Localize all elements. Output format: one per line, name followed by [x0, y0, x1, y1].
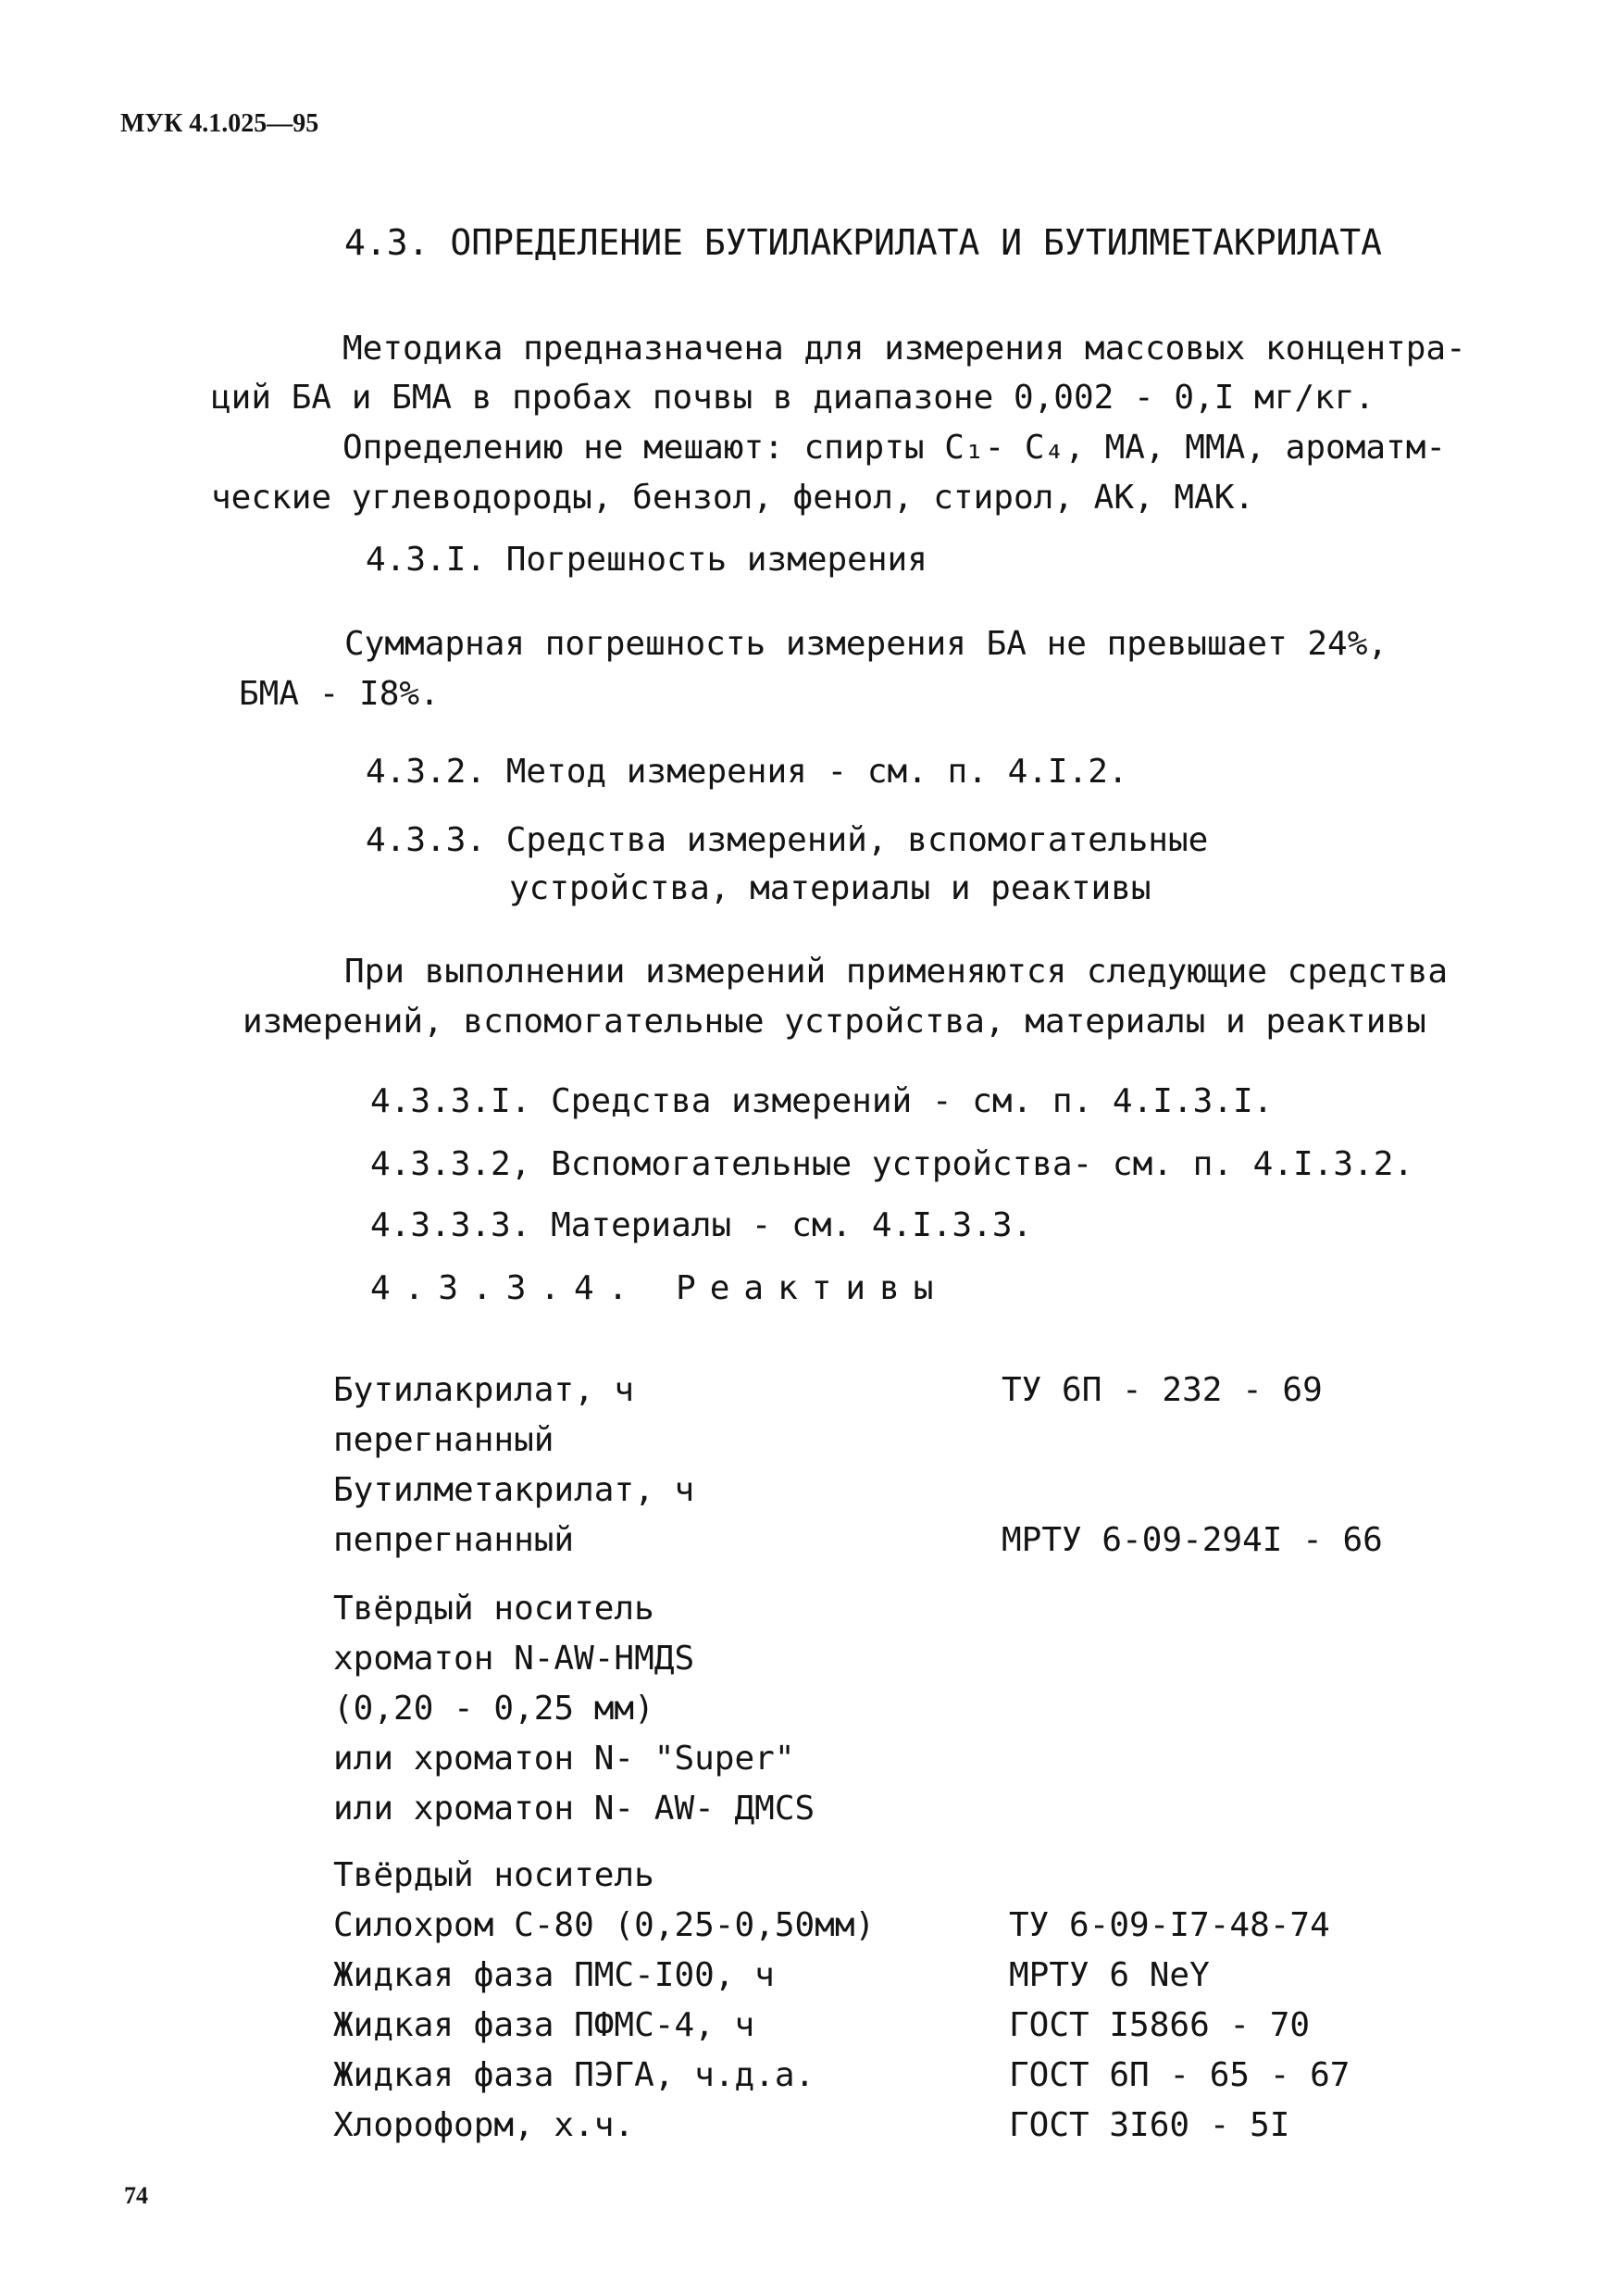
reagent-name: Твёрдый носитель — [333, 1856, 654, 1894]
reagent-name: Твёрдый носитель — [333, 1590, 654, 1628]
subsection-4-3-3-text-2: измерений, вспомогательные устройства, материалы и реактивы — [243, 1003, 1426, 1041]
subsection-4-3-3-3: 4.3.3.3. Материалы - см. 4.I.3.3. — [370, 1206, 1033, 1244]
subsection-4-3-1-heading: 4.3.I. Погрешность измерения — [366, 541, 927, 579]
page-number: 74 — [124, 2182, 148, 2209]
reagent-name: или хроматон N- "Super" — [333, 1740, 795, 1778]
reagent-standard: ГОСТ 3I60 - 5I — [1009, 2106, 1290, 2144]
reagent-standard: ТУ 6-09-I7-48-74 — [1009, 1906, 1330, 1944]
reagent-name: Бутилметакрилат, ч — [333, 1471, 695, 1509]
intro-line-4: ческие углеводороды, бензол, фенол, стирол, АК, МАК. — [211, 479, 1255, 517]
subsection-4-3-1-text-1: Суммарная погрешность измерения БА не превышает 24%, — [344, 625, 1388, 663]
reagent-standard: МРТУ 6-09-294I - 66 — [1002, 1521, 1383, 1559]
reagent-standard: ГОСТ 6П - 65 - 67 — [1009, 2056, 1350, 2094]
subsection-4-3-2: 4.3.2. Метод измерения - см. п. 4.I.2. — [366, 753, 1128, 791]
subsection-4-3-3-2: 4.3.3.2, Вспомогательные устройства- см. п. 4.I.3.2. — [370, 1145, 1414, 1183]
reagent-name: Силохром С-80 (0,25-0,50мм) — [333, 1906, 876, 1944]
subsection-4-3-3-1: 4.3.3.I. Средства измерений - см. п. 4.I.3.I. — [370, 1082, 1274, 1120]
intro-line-2: ций БА и БМА в пробах почвы в диапазоне 0,002 - 0,I мг/кг. — [211, 379, 1375, 417]
reagent-name: хроматон N-AW-HMДS — [333, 1640, 695, 1678]
reagent-name: Жидкая фаза ПФМС-4, ч — [333, 2006, 755, 2044]
reagent-name: Хлороформ, х.ч. — [333, 2106, 635, 2144]
reagent-name: (0,20 - 0,25 мм) — [333, 1690, 654, 1728]
reagent-name: Жидкая фаза ПМС-I00, ч — [333, 1956, 775, 1994]
reagent-name: Жидкая фаза ПЭГА, ч.д.а. — [333, 2056, 815, 2094]
reagent-name: пепрегнанный — [333, 1521, 575, 1559]
subsection-4-3-3-4: 4.3.3.4. Реактивы — [370, 1269, 948, 1307]
reagent-name: или хроматон N- AW- ДМСS — [333, 1790, 815, 1828]
reagent-standard: ТУ 6П - 232 - 69 — [1002, 1371, 1323, 1409]
subsection-4-3-3-line-1: 4.3.3. Средства измерений, вспомогательные — [366, 821, 1209, 859]
subsection-4-3-3-text-1: При выполнении измерений применяются следующие средства — [344, 953, 1449, 991]
reagent-standard: ГОСТ I5866 - 70 — [1009, 2006, 1311, 2044]
subsection-4-3-3-line-2: устройства, материалы и реактивы — [509, 869, 1151, 907]
document-code: МУК 4.1.025—95 — [120, 109, 319, 138]
intro-line-1: Методика предназначена для измерения массовых концентра- — [342, 330, 1466, 368]
reagent-name: Бутилакрилат, ч — [333, 1371, 635, 1409]
reagent-standard: МРТУ 6 NeY — [1009, 1956, 1210, 1994]
intro-line-3: Определению не мешают: спирты C₁- C₄, МА, ММА, ароматм- — [342, 429, 1447, 467]
subsection-4-3-1-text-2: БМА - I8%. — [239, 675, 440, 713]
section-title: 4.3. ОПРЕДЕЛЕНИЕ БУТИЛАКРИЛАТА И БУТИЛМЕТАКРИЛАТА — [344, 222, 1383, 263]
reagent-name: перегнанный — [333, 1421, 554, 1459]
